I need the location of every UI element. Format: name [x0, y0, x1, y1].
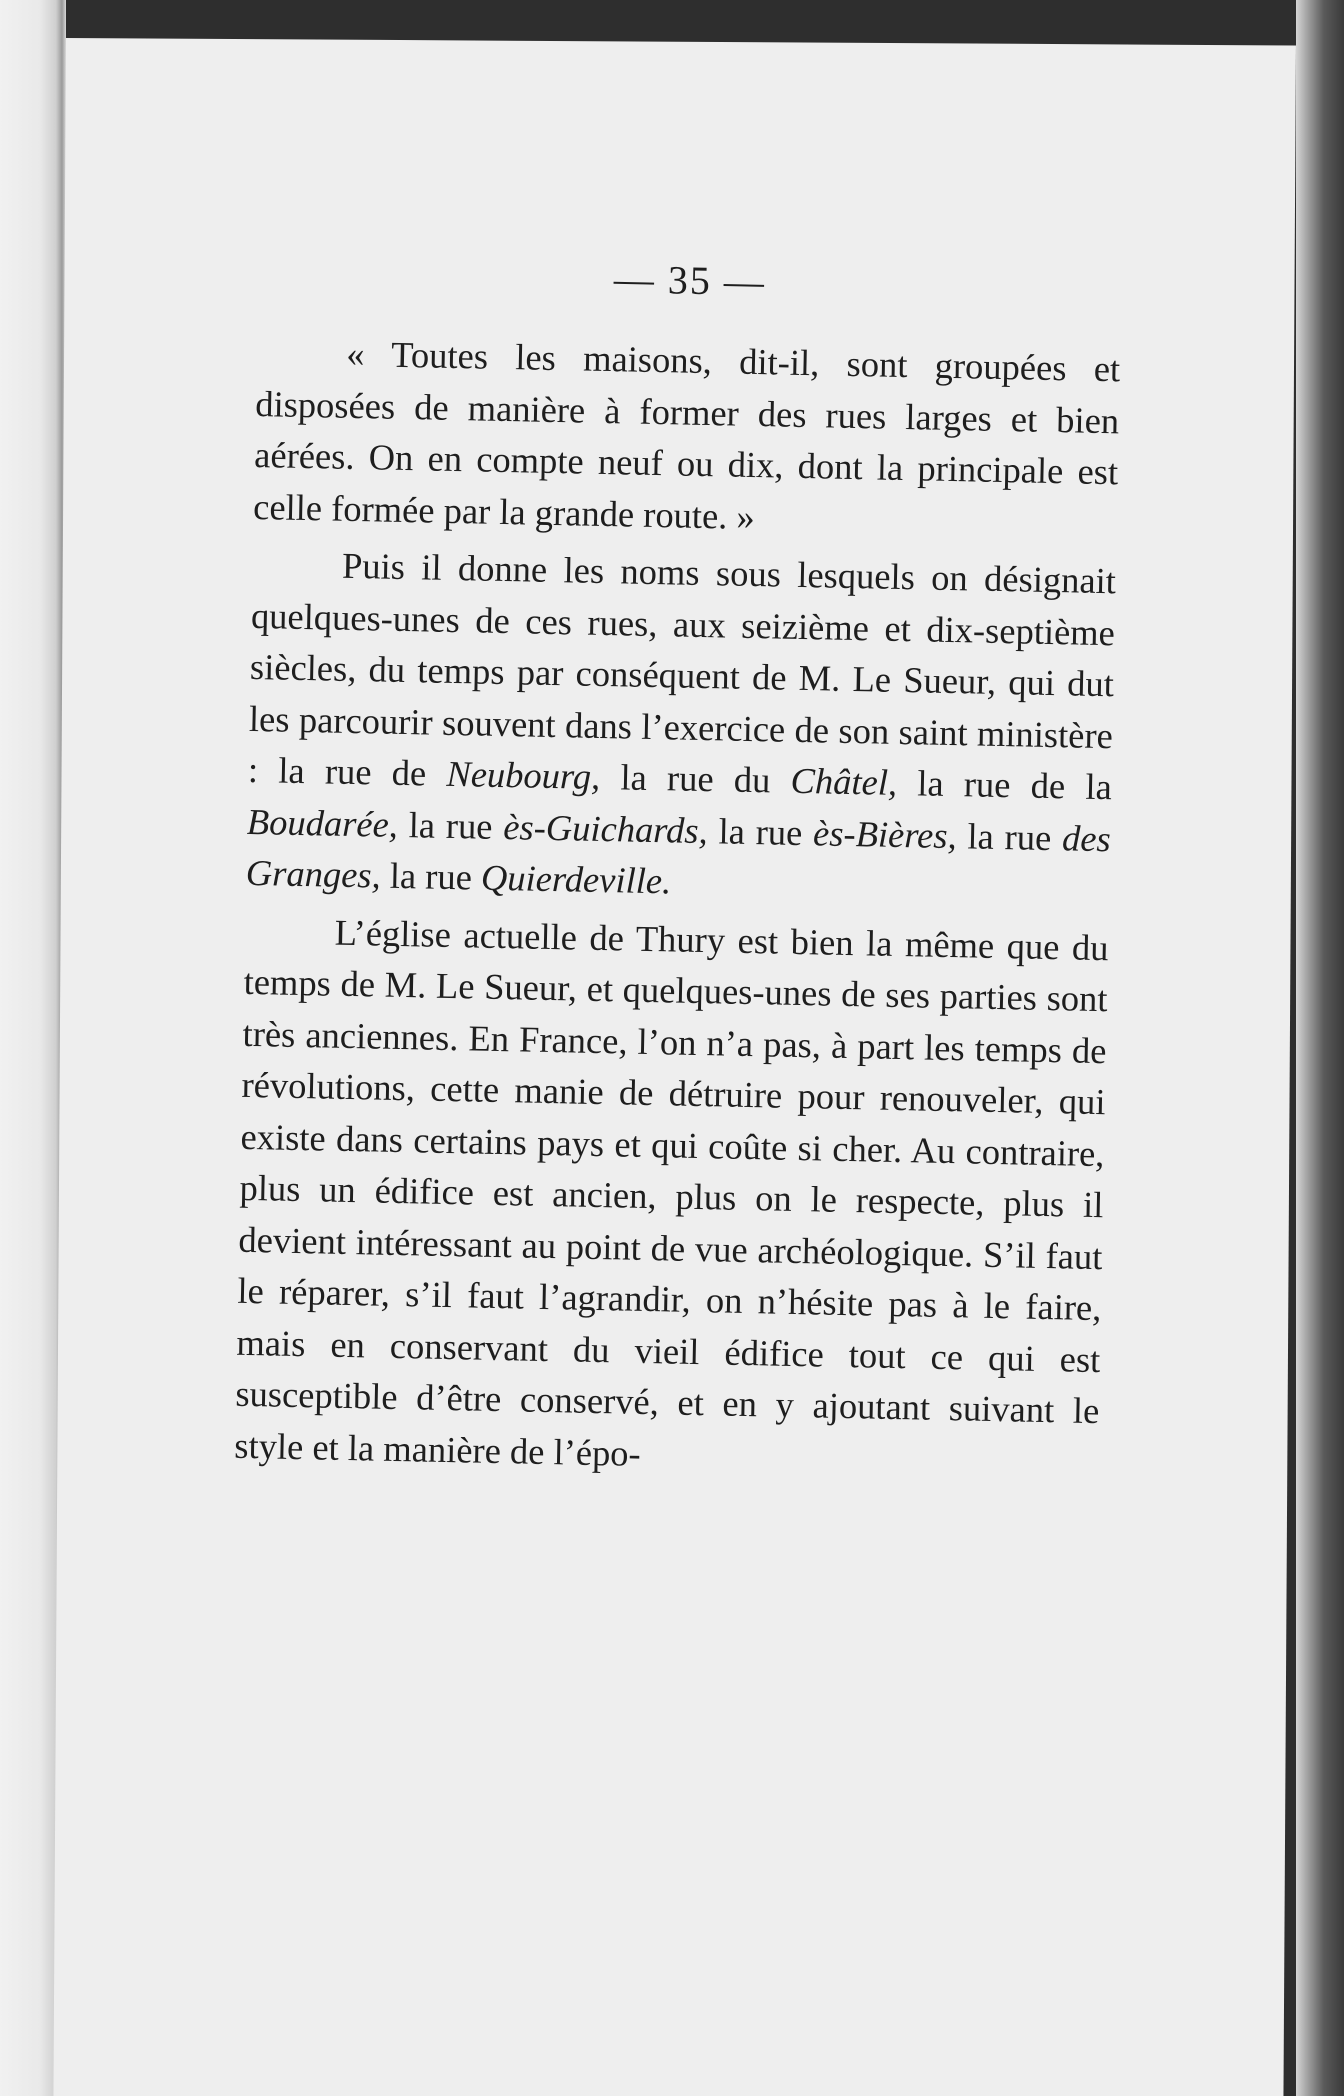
- separator-text: la rue de la: [896, 761, 1113, 808]
- page-edge-shadow: [1296, 0, 1344, 2096]
- page-number: — 35 —: [613, 256, 767, 305]
- street-name: Quierdeville.: [480, 856, 672, 902]
- separator-text: la rue: [397, 803, 504, 847]
- street-name: ès-Guichards,: [502, 805, 709, 851]
- street-name: Boudarée,: [246, 800, 399, 845]
- separator-text: la rue du: [599, 755, 792, 801]
- street-name: ès-Bières,: [812, 811, 958, 856]
- separator-text: la rue: [956, 814, 1063, 858]
- street-name: Châtel,: [790, 759, 898, 803]
- paragraph-street-names: [245, 538, 1116, 916]
- paragraph-church: L’église actuelle de Thury est bien la même que du temps de M. Le Sueur, et quelques-unes de ses parties sont très anciennes. En France, l’on n’a pas, à part les temps de révolutions, cette manie de détruire pour renouveler, qui existe dans certains pays et qui coûte si cher. Au contraire, plus un édifice est ancien, plus on le respecte, plus il devient intéressant au point de vue archéologique. S’il faut le réparer, s’il faut l’agrandir, on n’hésite pas à le faire, mais en conservant du vieil édifice tout ce qui est susceptible d’être conservé, et en y ajoutant suivant le style et la manière de l’épo-: [234, 911, 1109, 1474]
- separator-text: la rue: [707, 809, 814, 853]
- street-name: Neubourg,: [446, 752, 601, 797]
- street-name: des Granges,: [245, 816, 1112, 896]
- paragraph-intro-text: Puis il donne les noms sous lesquels on désignait quelques-unes de ces rues, aux seizième et dix-septième siècles, du temps par conséquent de M. Le Sueur, qui dut les parcourir souvent dans l’exercice de son saint ministère : la rue de: [247, 544, 1117, 794]
- separator-text: la rue: [380, 854, 482, 898]
- paragraph-quote: « Toutes les maisons, dit-il, sont groupées et disposées de manière à former des rues larges et bien aérées. On en compte neuf ou dix, dont la principale est celle formée par la grande route. »: [252, 332, 1121, 537]
- page-text-block: [234, 256, 1122, 1488]
